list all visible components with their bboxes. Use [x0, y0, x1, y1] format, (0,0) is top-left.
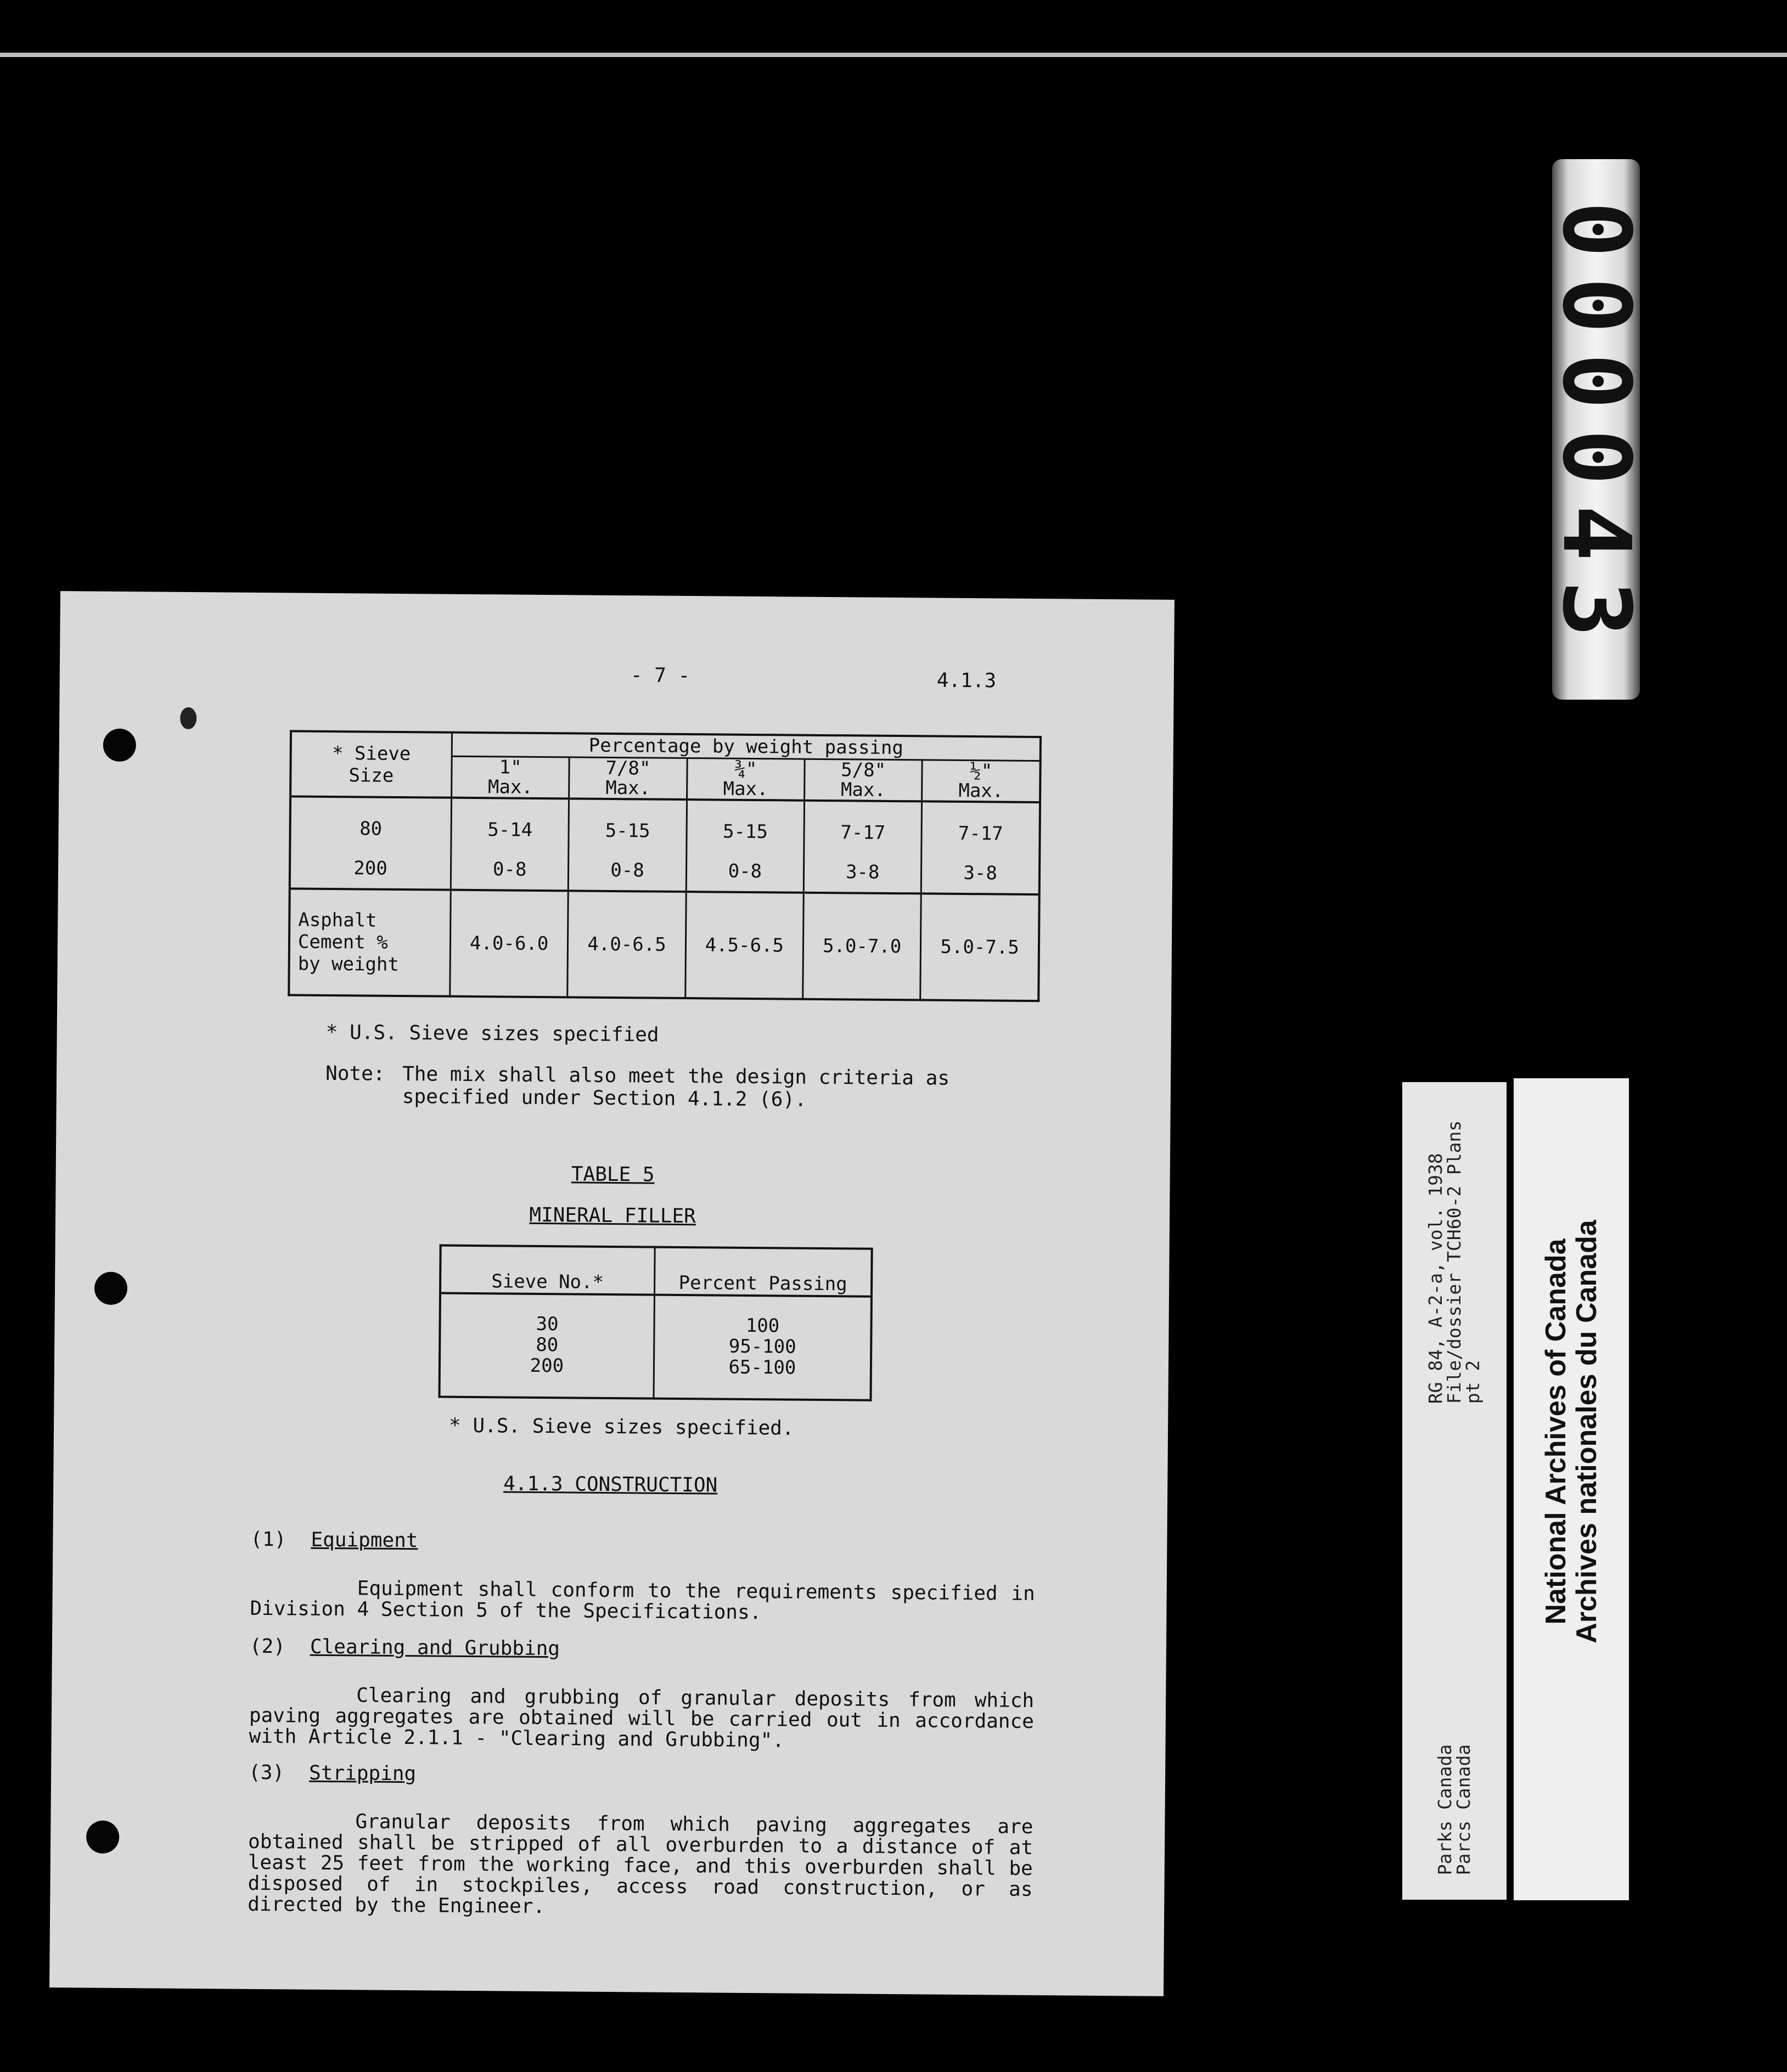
item-paragraph: Equipment shall conform to the requirements specified in Division 4 Section 5 of the Specifications. [250, 1577, 1035, 1624]
percent-list: 100 95-100 65-100 [654, 1295, 872, 1400]
column-header: Percent Passing [654, 1247, 872, 1297]
column-header: 7/8" Max. [569, 757, 687, 799]
column-header: ½" Max. [922, 760, 1041, 802]
note-label: Note: [325, 1062, 385, 1085]
table-footnote: * U.S. Sieve sizes specified. [448, 1414, 794, 1440]
note-text: The mix shall also meet the design criteria as specified under Section 4.1.2 (6). [402, 1062, 950, 1111]
sieve-list: 30 80 200 [530, 1313, 564, 1377]
gradation-table [288, 730, 1042, 1002]
ink-blot [180, 707, 196, 729]
item-heading: (1) Equipment [250, 1528, 418, 1552]
document-page [49, 591, 1175, 1996]
item-heading: (2) Clearing and Grubbing [249, 1635, 560, 1660]
item-heading: (3) Stripping [248, 1761, 417, 1786]
section-heading: 4.1.3 CONSTRUCTION [503, 1472, 718, 1497]
sieve-size-header: * Sieve Size [290, 731, 452, 797]
table-row: 80 5-14 5-15 5-15 7-17 7-17 [290, 796, 1040, 854]
archive-reference-label: RG 84, A-2-a, vol. 1938 File/dossier TCH60-2 Plans pt 2 Parks Canada Parcs Canada [1402, 1082, 1507, 1900]
frame-number: 000043 [1542, 201, 1650, 657]
column-header: Sieve No.* [440, 1246, 655, 1295]
column-header: ¾" Max. [687, 758, 805, 801]
punch-hole [103, 729, 136, 762]
note [325, 1062, 1083, 1113]
page-number: - 7 - [630, 664, 690, 688]
column-header: 1" Max. [452, 756, 570, 798]
section-reference: 4.1.3 [936, 669, 997, 692]
item-paragraph: Granular deposits from which paving aggregates are obtained shall be stripped of all overburden to a distance of at least 25 feet from the working face, and this overburden shall be disposed of in stockpiles, access road construction, or as directed by the Engineer. [248, 1810, 1033, 1918]
item-paragraph: Clearing and grubbing of granular deposits from which paving aggregates are obtained will be carried out in accordance with Article 2.1.1 - "Clearing and Grubbing". [249, 1684, 1035, 1752]
asphalt-cement-label: Asphalt Cement % by weight [289, 888, 451, 996]
percentage-group-header: Percentage by weight passing [452, 733, 1041, 761]
table5-title: TABLE 5 [571, 1163, 655, 1186]
table-row: Asphalt Cement % by weight 4.0-6.0 4.0-6.5 4.5-6.5 5.0-7.0 5.0-7.5 [289, 888, 1039, 1001]
mineral-filler-table [438, 1245, 873, 1401]
punch-hole [86, 1821, 119, 1854]
punch-hole [94, 1272, 127, 1305]
film-edge-line [0, 53, 1787, 57]
national-archives-label: National Archives of Canada Archives nationales du Canada [1514, 1078, 1629, 1900]
column-header: 5/8" Max. [805, 759, 923, 801]
table5-subtitle: MINERAL FILLER [529, 1203, 696, 1228]
table-footnote: * U.S. Sieve sizes specified [325, 1021, 659, 1046]
frame-number-tape [1542, 159, 1650, 700]
table-row: 200 0-8 0-8 0-8 3-8 3-8 [290, 848, 1040, 894]
